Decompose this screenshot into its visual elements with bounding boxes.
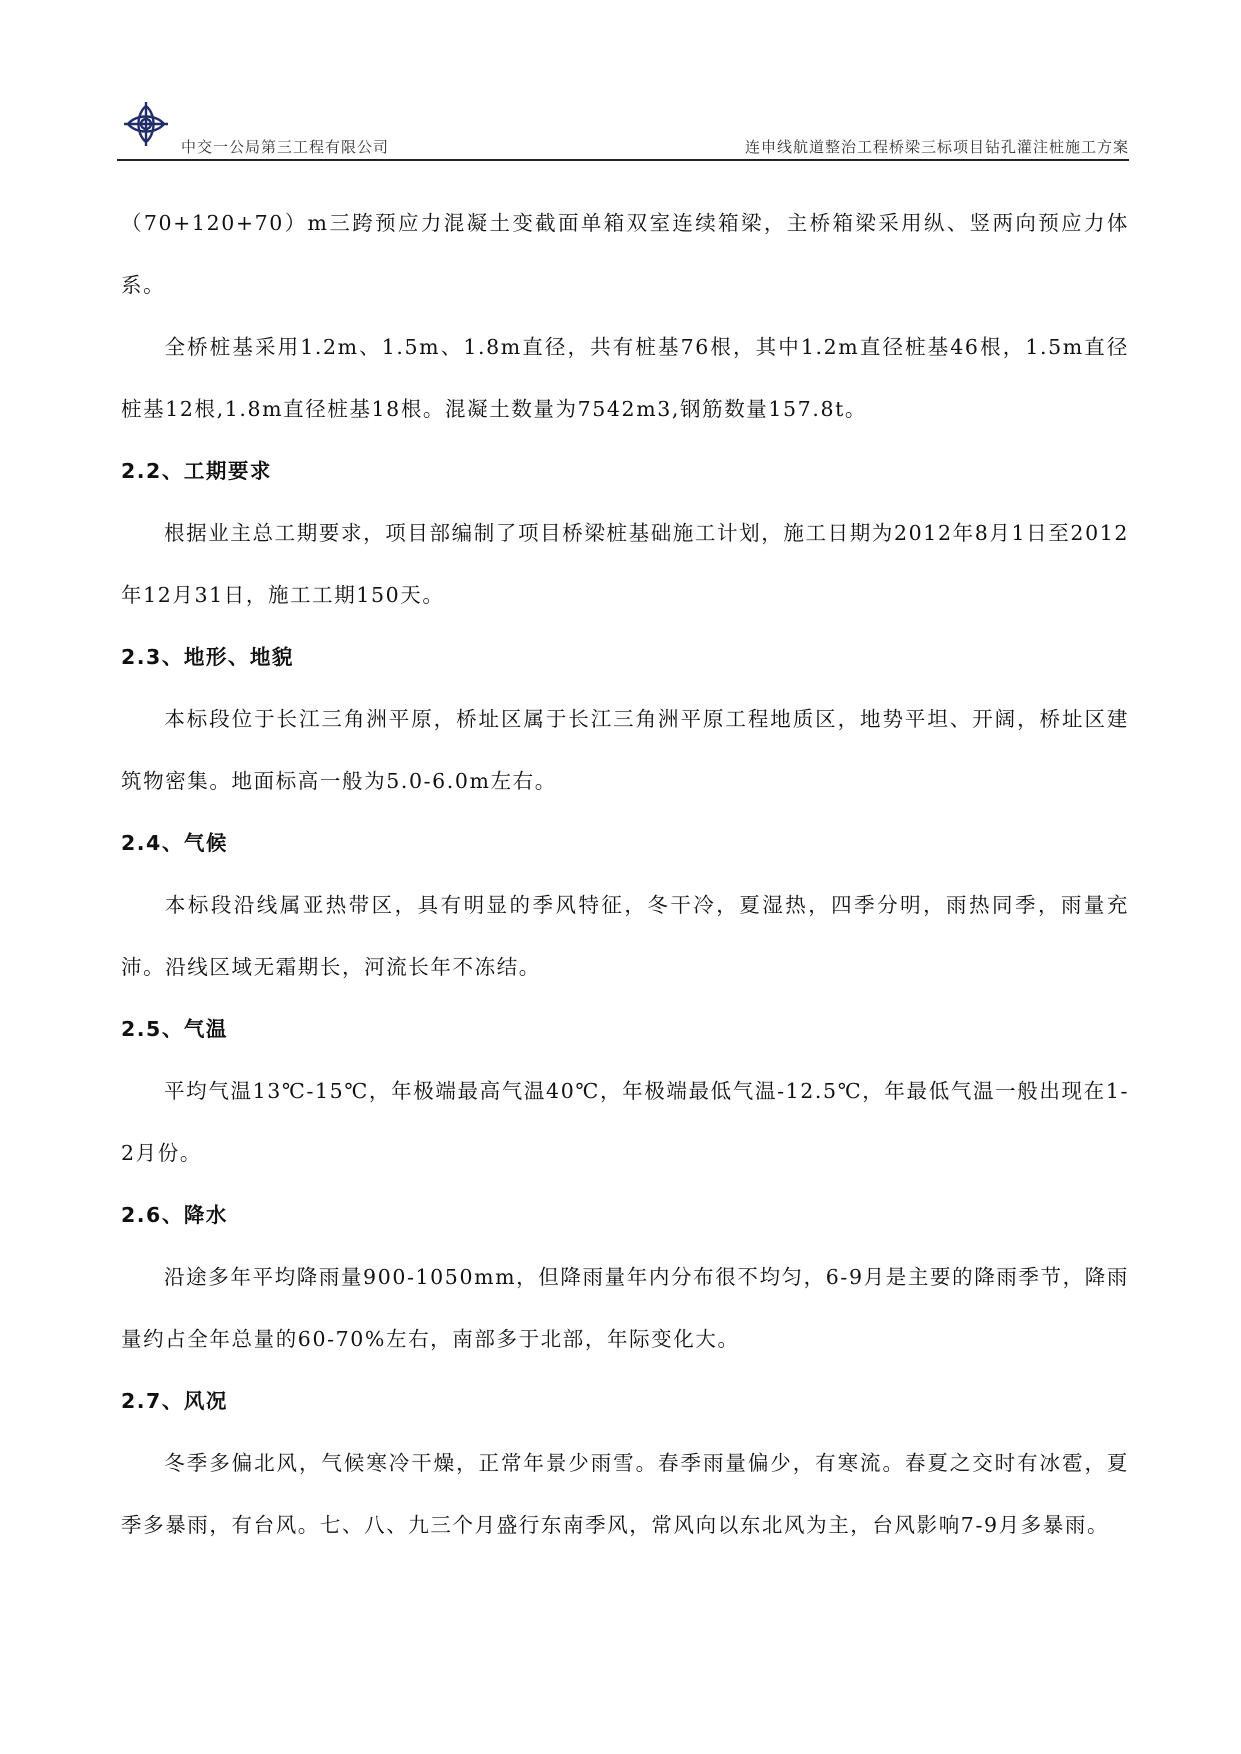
paragraph-text: 平均气温13℃-15℃，年极端最高气温40℃，年极端最低气温-12.5℃，年最低气温一般出现在1-2月份。 xyxy=(121,1079,1129,1165)
paragraph-text: 沿途多年平均降雨量900-1050mm，但降雨量年内分布很不均匀，6-9月是主要的降雨季节，降雨量约占全年总量的60-70%左右，南部多于北部，年际变化大。 xyxy=(121,1265,1129,1351)
company-name: 中交一公局第三工程有限公司 xyxy=(181,138,390,156)
paragraph-temperature xyxy=(121,1060,1129,1184)
section-heading-terrain: 2.3、地形、地貌 xyxy=(121,645,294,669)
paragraph-text: 本标段沿线属亚热带区，具有明显的季风特征，冬干冷，夏湿热，四季分明，雨热同季，雨量充沛。沿线区域无霜期长，河流长年不冻结。 xyxy=(121,893,1129,979)
paragraph-bridge-structure xyxy=(121,192,1129,316)
company-logo-icon xyxy=(120,98,172,150)
paragraph-pile-foundation xyxy=(121,316,1129,440)
paragraph-text: 本标段位于长江三角洲平原，桥址区属于长江三角洲平原工程地质区，地势平坦、开阔，桥址区建筑物密集。地面标高一般为5.0-6.0m左右。 xyxy=(121,707,1129,793)
paragraph-text: （70+120+70）m三跨预应力混凝土变截面单箱双室连续箱梁，主桥箱梁采用纵、竖两向预应力体系。 xyxy=(121,211,1129,297)
paragraph-precipitation xyxy=(121,1246,1129,1370)
section-heading-temperature: 2.5、气温 xyxy=(121,1017,228,1041)
header-divider xyxy=(117,159,1129,161)
paragraph-text: 冬季多偏北风，气候寒冷干燥，正常年景少雨雪。春季雨量偏少，有寒流。春夏之交时有冰雹，夏季多暴雨，有台风。七、八、九三个月盛行东南季风，常风向以东北风为主，台风影响7-9月多暴雨。 xyxy=(121,1451,1129,1537)
section-heading-precipitation: 2.6、降水 xyxy=(121,1203,228,1227)
page-header xyxy=(117,92,1129,162)
section-heading-wind: 2.7、风况 xyxy=(121,1389,228,1413)
paragraph-wind xyxy=(121,1432,1129,1556)
document-body xyxy=(121,192,1129,1556)
paragraph-text: 根据业主总工期要求，项目部编制了项目桥梁桩基础施工计划，施工日期为2012年8月1日至2012年12月31日，施工工期150天。 xyxy=(121,521,1129,607)
paragraph-climate xyxy=(121,874,1129,998)
paragraph-terrain xyxy=(121,688,1129,812)
paragraph-schedule xyxy=(121,502,1129,626)
paragraph-text: 全桥桩基采用1.2m、1.5m、1.8m直径，共有桩基76根，其中1.2m直径桩基46根，1.5m直径桩基12根,1.8m直径桩基18根。混凝土数量为7542m3,钢筋数量157.8t。 xyxy=(121,335,1129,421)
section-heading-climate: 2.4、气候 xyxy=(121,831,228,855)
document-title: 连申线航道整治工程桥梁三标项目钻孔灌注桩施工方案 xyxy=(744,138,1129,156)
section-heading-schedule: 2.2、工期要求 xyxy=(121,459,272,483)
